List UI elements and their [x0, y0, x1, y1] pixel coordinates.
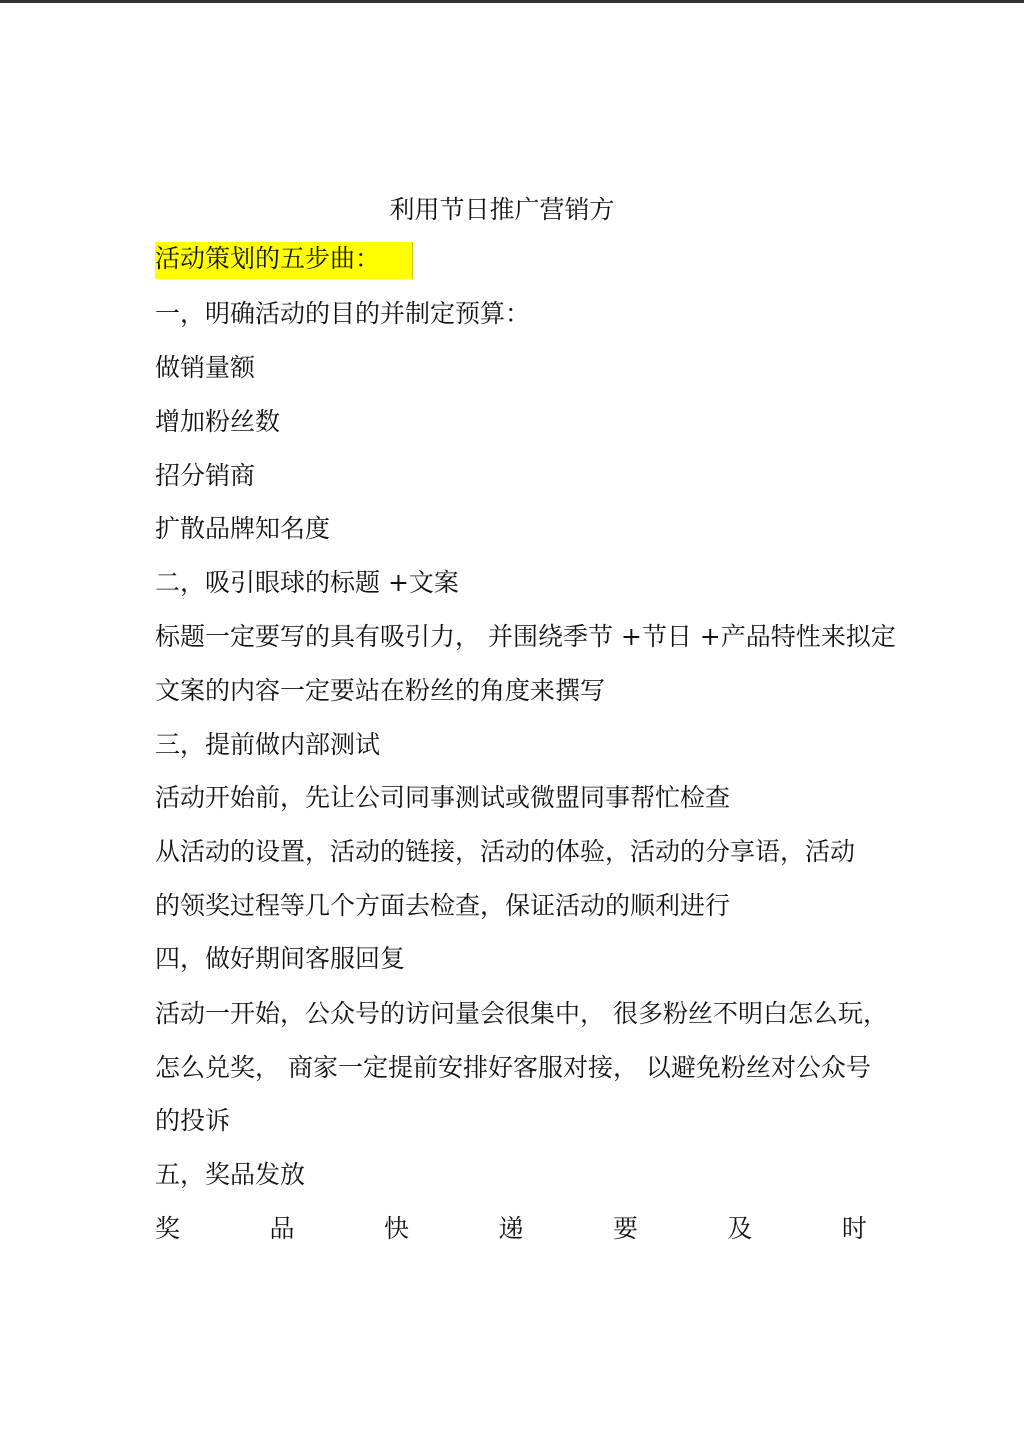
top-border-rule	[0, 0, 1024, 3]
body-text: 文案的内容一定要站在粉丝的角度来撰写	[155, 676, 606, 705]
section-1-heading: 一，明确活动的目的并制定预算：	[155, 299, 531, 328]
body-text: 的投诉	[155, 1106, 231, 1135]
list-item: 做销量额	[155, 353, 256, 382]
spread-char: 品	[269, 1214, 295, 1243]
body-text: 从活动的设置，活动的链接，活动的体验，活动的分享语，活动	[155, 837, 856, 866]
subtitle-text: 活动策划的五步曲：	[155, 242, 413, 279]
section-4-heading: 四，做好期间客服回复	[155, 944, 406, 973]
body-text: 的领奖过程等几个方面去检查，保证活动的顺利进行	[155, 891, 731, 920]
section-2-heading: 二，吸引眼球的标题 +文案	[155, 568, 459, 597]
list-item: 招分销商	[155, 461, 256, 490]
list-item: 扩散品牌知名度	[155, 514, 331, 543]
body-text: 怎么兑奖， 商家一定提前安排好客服对接， 以避免粉丝对公众号	[155, 1053, 871, 1082]
spread-char: 递	[498, 1214, 524, 1243]
spread-char: 快	[383, 1214, 409, 1243]
justified-line	[155, 1212, 867, 1246]
body-text: 标题一定要写的具有吸引力， 并围绕季节 +节日 +产品特性来拟定	[155, 622, 896, 651]
section-5-heading: 五，奖品发放	[155, 1160, 306, 1189]
list-item: 增加粉丝数	[155, 407, 281, 436]
body-text: 活动开始前，先让公司同事测试或微盟同事帮忙检查	[155, 783, 731, 812]
spread-char: 及	[727, 1214, 753, 1243]
section-3-heading: 三，提前做内部测试	[155, 730, 381, 759]
spread-char: 要	[612, 1214, 638, 1243]
spread-char: 时	[841, 1214, 867, 1243]
body-text: 活动一开始，公众号的访问量会很集中， 很多粉丝不明白怎么玩，	[155, 999, 888, 1028]
document-title: 利用节日推广营销方	[389, 195, 615, 224]
spread-char: 奖	[155, 1214, 181, 1243]
highlighted-subtitle	[155, 242, 413, 276]
